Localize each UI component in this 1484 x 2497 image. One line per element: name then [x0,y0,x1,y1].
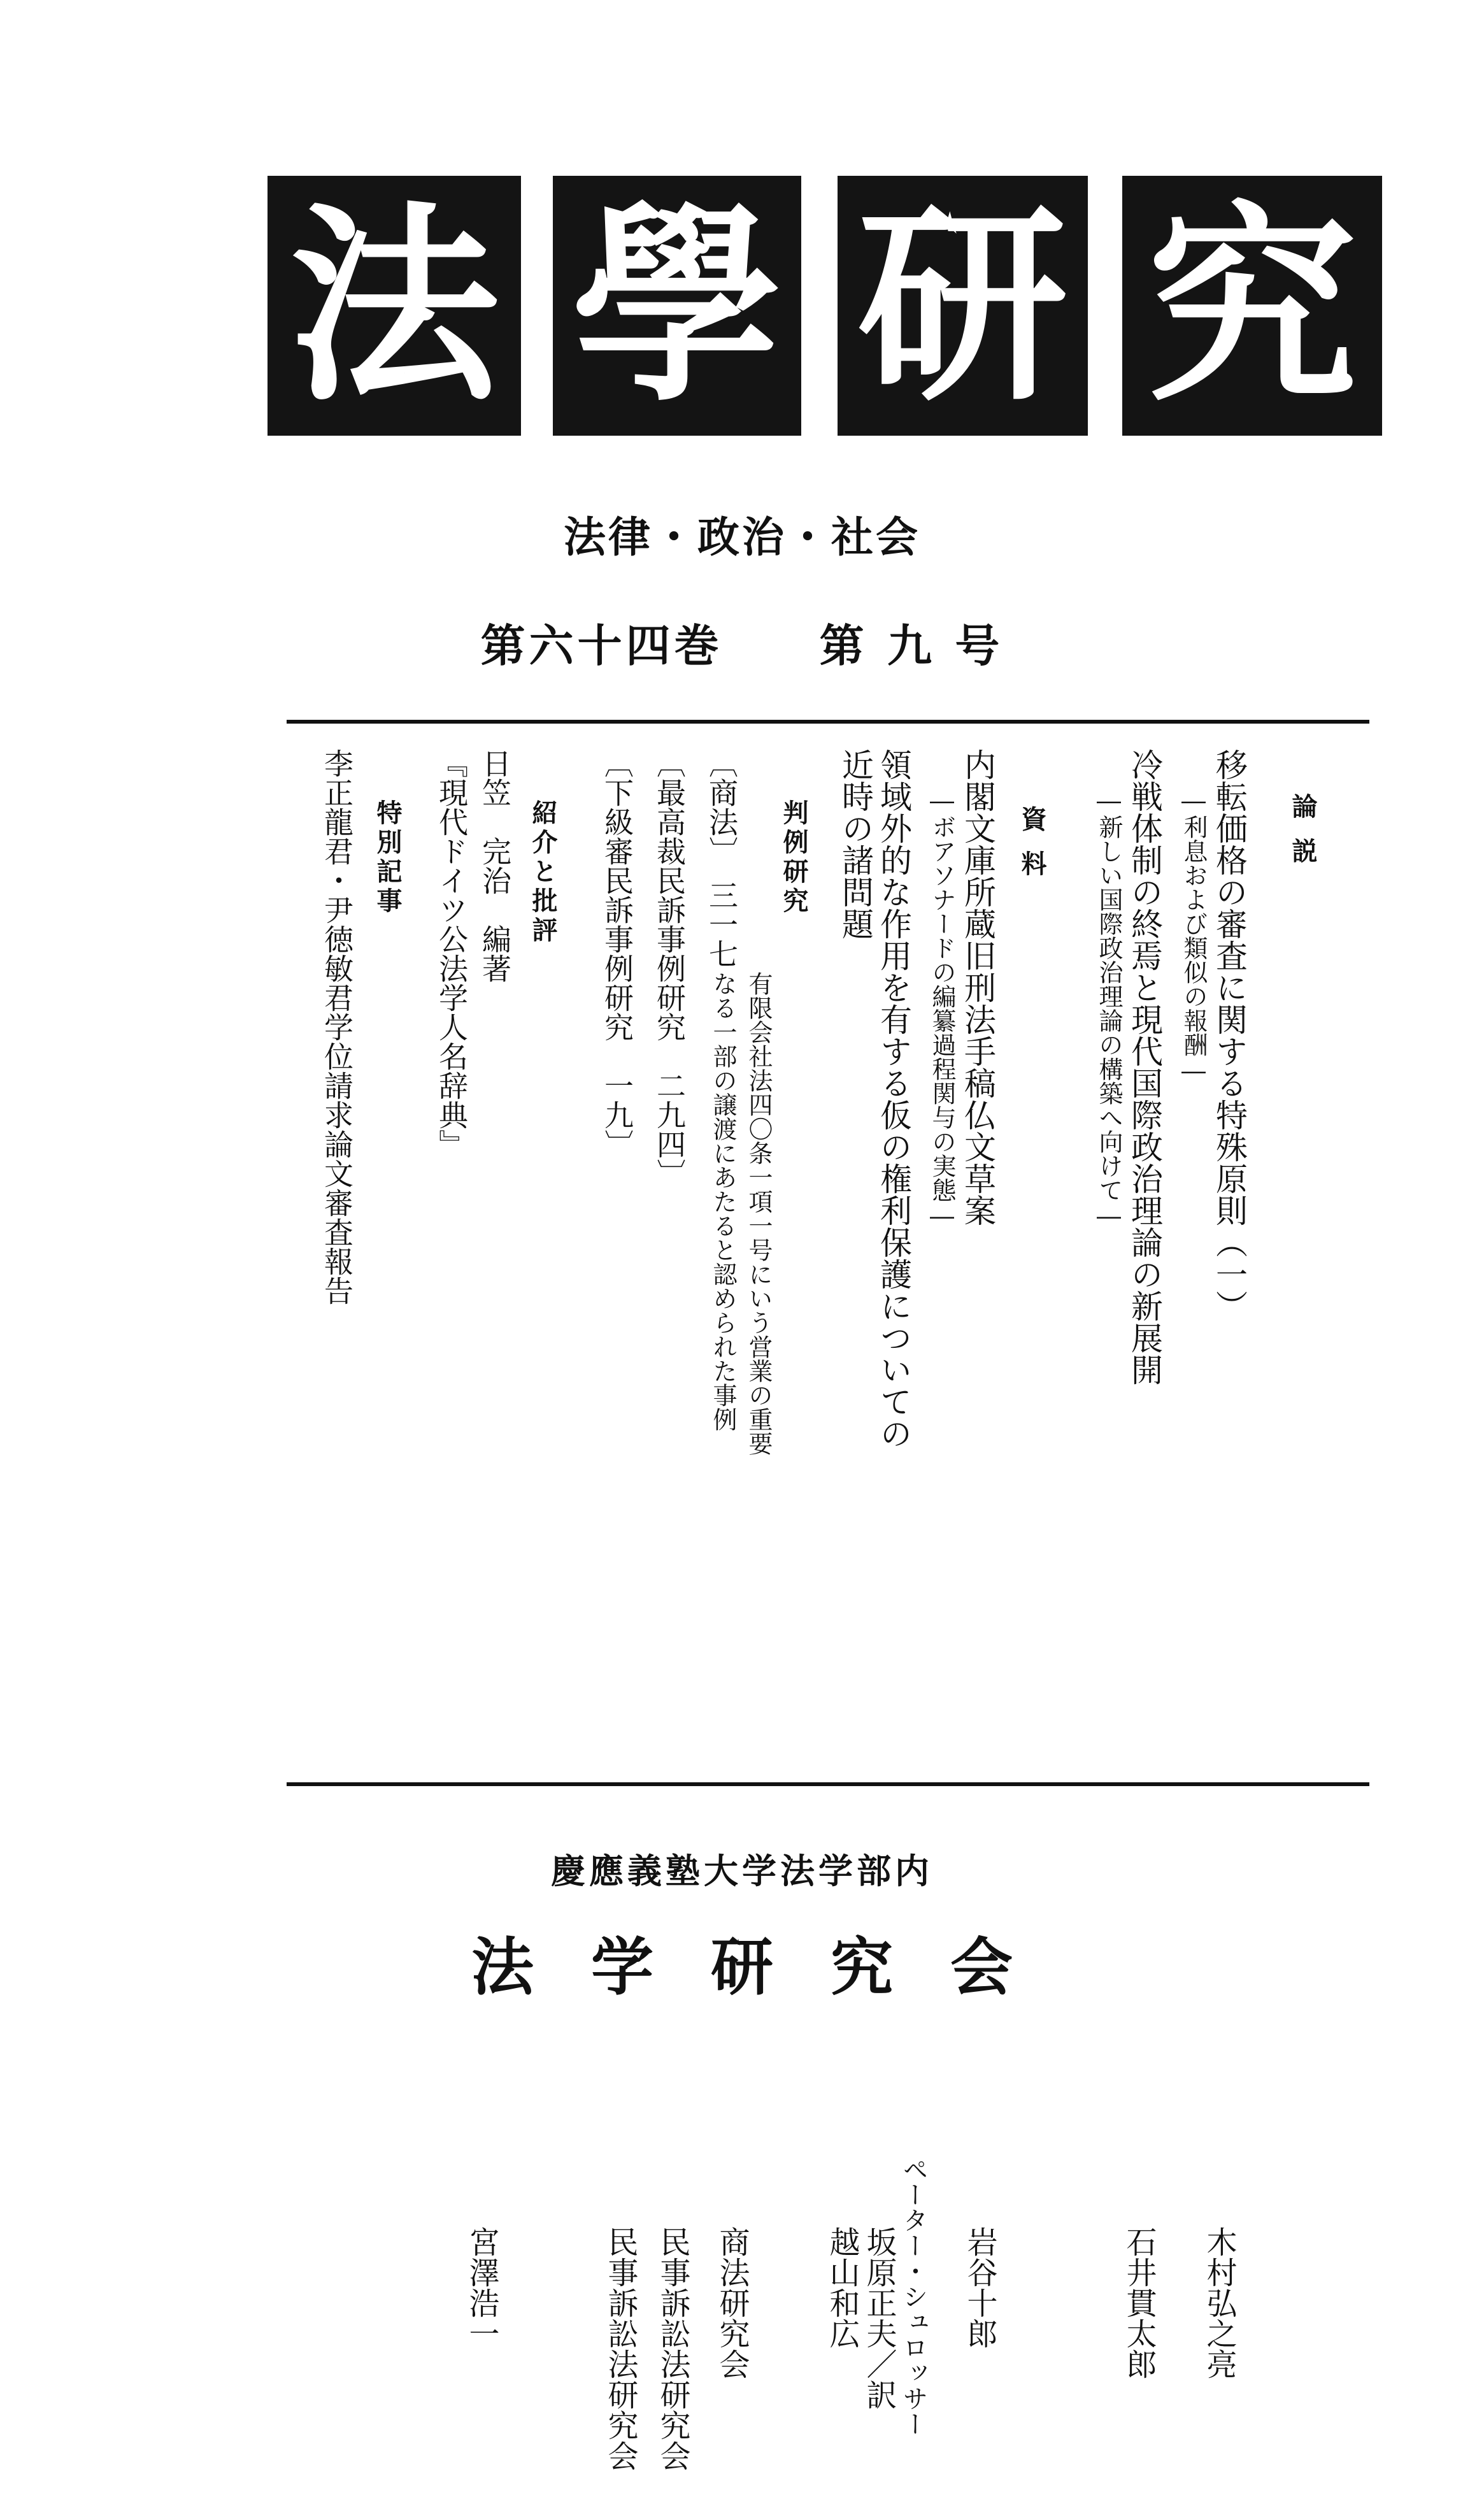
toc-entry-6-author: 民事訴訟法研究会 [655,2226,690,2471]
toc-entry-4-author-3: 越山和広 [824,2226,860,2349]
toc-entry-5-author: 商法研究会 [714,2226,750,2379]
toc-entry-1-subtitle: ―利息および類似の報酬― [1180,787,1208,1085]
toc-entry-3-title[interactable]: 内閣文庫所蔵旧刑法手稿仏文草案 [959,748,996,1226]
toc-entry-4-title-line1[interactable]: 領域外的な作用を有する仮の権利保護についての [875,748,912,1449]
toc-entry-2-subtitle: ―新しい国際政治理論の構築へ向けて― [1095,787,1123,1230]
publisher-name: 法学研究会 [471,1931,1070,2004]
journal-subtitle: 法律・政治・社会 [564,513,920,562]
toc-entry-4-title-line2[interactable]: 近時の諸問題 [837,748,874,940]
toc-entry-5-label[interactable]: 〔商法〕 三一七 [704,748,739,968]
volume-number: 第六十四巻 第 九 号 [480,620,1004,672]
publisher-affiliation: 慶應義塾大学法学部内 [551,1851,933,1891]
title-char-3: 研 [838,176,1088,436]
journal-title [268,176,1382,436]
toc-entry-4-author-1: ペーター・シュロッサー [899,2156,928,2436]
title-char-1: 法 [268,176,521,436]
toc-entry-9-title[interactable]: 李正龍君・尹徳敏君学位請求論文審査報告 [320,748,354,1305]
toc-entry-3-author: 岩谷十郎 [962,2226,997,2349]
toc-entry-8-line1: 日笠 完治 編著 [478,748,512,983]
section-hanrei: 判例研究 [779,799,808,917]
section-shiryo: 資料 [1017,806,1046,895]
toc-entry-7-label[interactable]: 〔下級審民訴事例研究 一九〕 [600,748,634,1159]
title-char-2: 學 [553,176,801,436]
title-char-4: 究 [1122,176,1382,436]
toc-entry-4-author-2: 坂原正夫／訳 [861,2226,897,2410]
toc-entry-8-author: 宮澤浩一 [464,2226,499,2349]
toc-entry-5-detail-1: 有限会社法四〇条一項一号にいう営業の重要 [745,971,773,1456]
section-ronsetsu: 論説 [1288,793,1317,882]
section-shokai: 紹介と批評 [528,799,557,946]
toc-entry-5-detail-2: なる一部の譲渡にあたると認められた事例 [709,971,737,1431]
toc-entry-1-title[interactable]: 移転価格の審査に関する特殊原則（一） [1211,748,1248,1322]
toc-entry-8-line2[interactable]: 『現代ドイツ公法学人名辞典』 [434,748,469,1159]
toc-entry-7-author: 民事訴訟法研究会 [603,2226,638,2471]
toc-entry-6-label[interactable]: 〔最高裁民訴事例研究 二九四〕 [652,748,687,1188]
toc-entry-2-title[interactable]: 冷戦体制の終焉と現代国際政治理論の新展開 [1126,748,1163,1385]
bottom-rule [287,1782,1369,1786]
toc-entry-2-author: 石井貫太郎 [1121,2226,1157,2379]
toc-entry-1-author: 木村弘之亮 [1201,2226,1237,2379]
toc-entry-3-subtitle: ―ボアソナードの編纂過程関与の実態― [928,787,956,1230]
section-tokubetsu: 特別記事 [373,799,402,917]
